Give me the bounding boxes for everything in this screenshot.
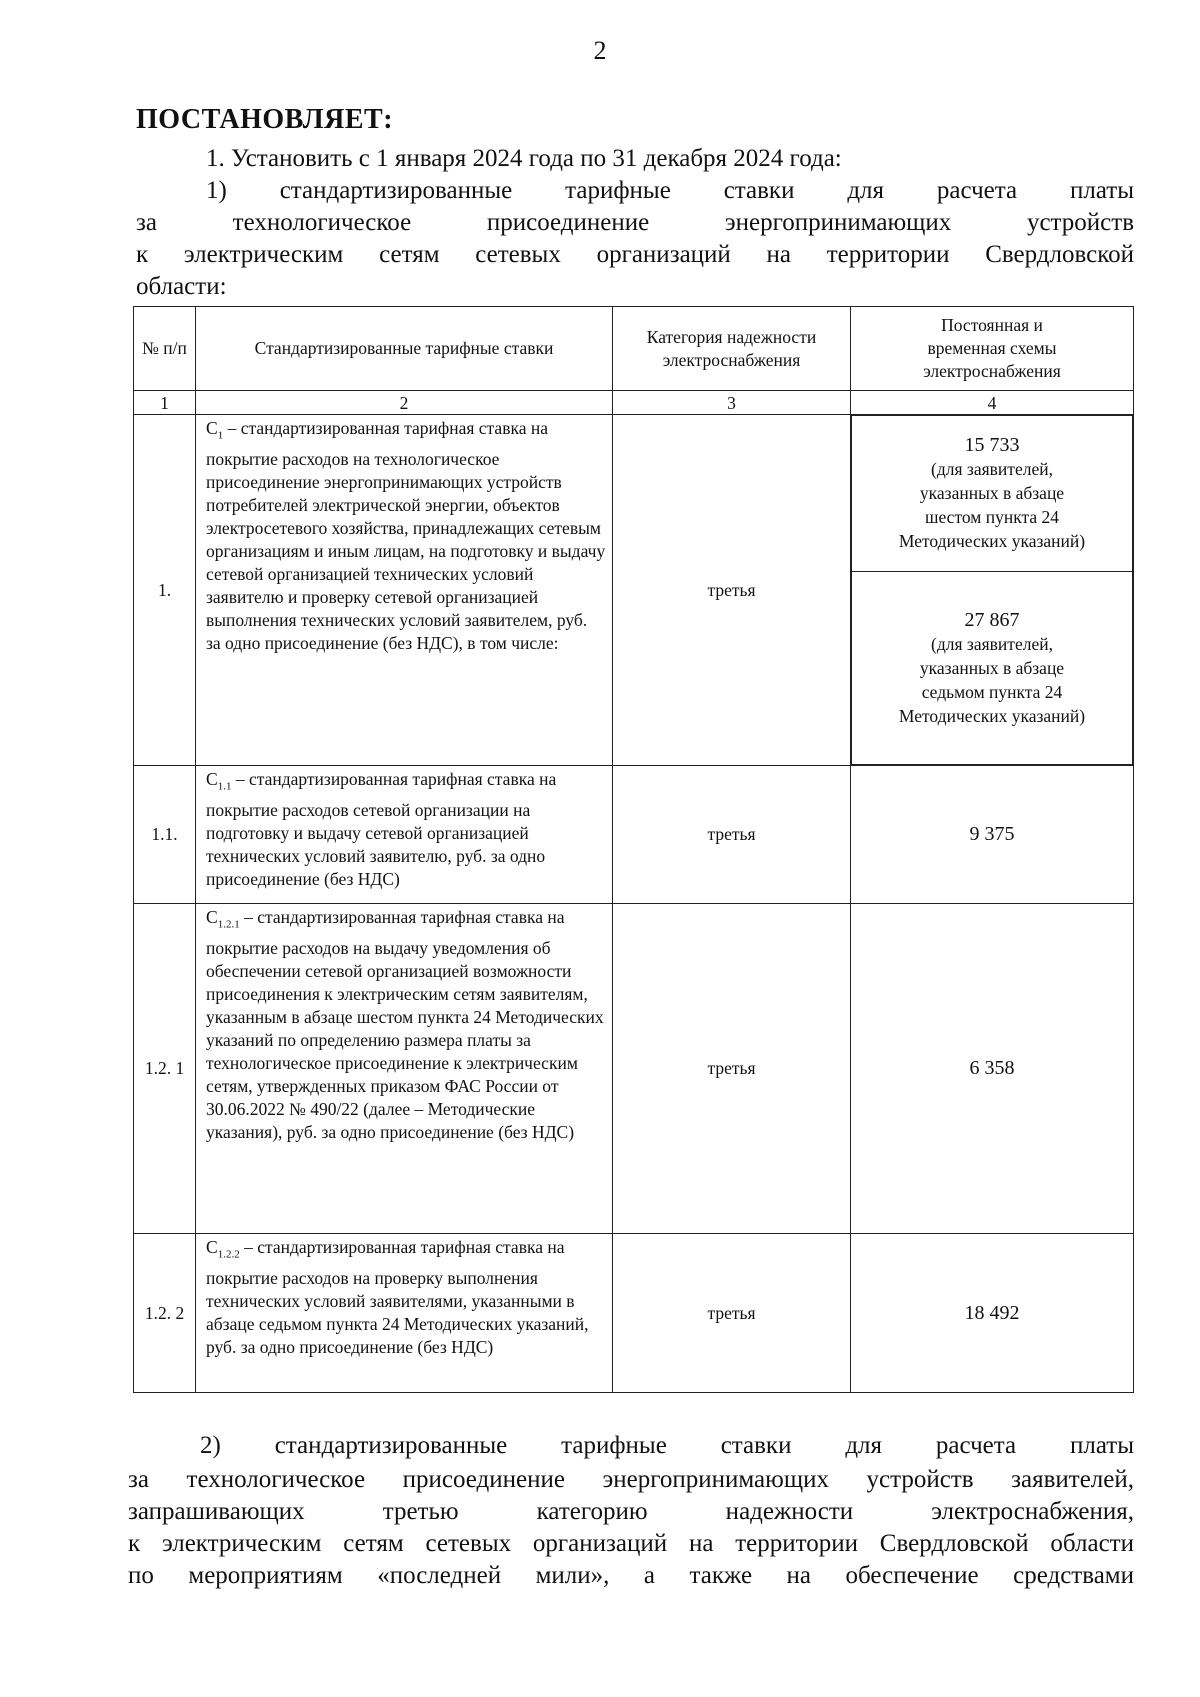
page-number: 2	[593, 36, 607, 65]
table-row	[134, 1234, 1134, 1393]
rate-note: (для заявителей, указанных в абзаце шестом пункта 24 Методических указаний)	[898, 459, 1086, 551]
subitem-1-line-1: 1) стандартизированные тарифные ставки для расчета платы	[206, 177, 1134, 204]
column-number-2: 2	[196, 391, 613, 415]
table-row	[134, 766, 1134, 904]
header-rates: Стандартизированные тарифные ставки	[196, 307, 613, 391]
column-number-3: 3	[613, 391, 851, 415]
subitem-2-line-1: 2) стандартизированные тарифные ставки для расчета платы	[200, 1432, 1134, 1459]
row-category: третья	[613, 415, 851, 766]
rate-description: – стандартизированная тарифная ставка на покрытие расходов сетевой организации на подготовку и выдачу сетевой организацией технических условий заявителю, руб. за одно присоединение (без НДС)	[206, 769, 557, 889]
row-number: 1.2. 1	[134, 904, 196, 1234]
rate-code: С	[206, 907, 218, 927]
subitem-1-line-4: области:	[136, 273, 227, 300]
rate-code: С	[206, 769, 218, 789]
subitem-2-line-4: к электрическим сетям сетевых организаций на территории Свердловской области	[128, 1530, 1134, 1557]
resolution-heading: ПОСТАНОВЛЯЕТ:	[136, 104, 394, 135]
subitem-2-line-2: за технологическое присоединение энергопринимающих устройств заявителей,	[128, 1466, 1134, 1493]
rate-value: 15 733	[964, 434, 1020, 456]
rate-code-index: 1	[217, 429, 224, 442]
value-cell-bottom	[852, 572, 1133, 765]
rate-description: – стандартизированная тарифная ставка на покрытие расходов на технологическое присоединение энергопринимающих устройств потребителей электрической энергии, объектов электросетевого хозяйства, принадлежащих сетевым организациям и иным лицам, на подготовку и выдачу сетевой организацией технических условий заявителю и проверку сетевой организацией выполнения технических условий заявителем, руб. за одно присоединение (без НДС), в том числе:	[206, 418, 606, 653]
subitem-1-line-2: за технологическое присоединение энергопринимающих устройств	[136, 209, 1134, 236]
row-number: 1.1.	[134, 766, 196, 904]
rate-description: – стандартизированная тарифная ставка на покрытие расходов на проверку выполнения технических условий заявителями, указанными в абзаце седьмом пункта 24 Методических указаний, руб. за одно присоединение (без НДС)	[206, 1237, 589, 1357]
subitem-1-body	[136, 207, 1134, 271]
column-number-4: 4	[851, 391, 1134, 415]
value-cell-bottom-content	[852, 572, 1133, 765]
column-numbers-row	[134, 391, 1134, 415]
row-description	[196, 904, 613, 1234]
rate-note: (для заявителей, указанных в абзаце седьмом пункта 24 Методических указаний)	[898, 633, 1086, 726]
header-scheme: Постоянная и временная схемы электроснабжения	[851, 307, 1134, 391]
row-values-split	[851, 415, 1133, 765]
table-header-row	[134, 307, 1134, 391]
row-description	[196, 766, 613, 904]
rate-code-index: 1.2.1	[217, 918, 240, 931]
rate-description: – стандартизированная тарифная ставка на покрытие расходов на выдачу уведомления об обеспечении сетевой организацией возможности присоединения к электрическим сетям заявителям, указанным в абзаце шестом пункта 24 Методических указаний по определению размера платы за технологическое присоединение к электрическим сетям, утвержденных приказом ФАС России от 30.06.2022 № 490/22 (далее – Методические указания), руб. за одно присоединение (без НДС)	[206, 907, 604, 1142]
header-number: № п/п	[134, 307, 196, 391]
rate-code: С	[206, 418, 218, 438]
value-cell-top-content	[852, 416, 1133, 572]
table-row	[134, 415, 1134, 766]
row-description	[196, 1234, 613, 1393]
rate-code-index: 1.2.2	[217, 1248, 240, 1261]
table-row	[134, 904, 1134, 1234]
rate-code-index: 1.1	[217, 780, 232, 793]
value-cell-top	[852, 416, 1133, 572]
row-number: 1.2. 2	[134, 1234, 196, 1393]
row-values	[851, 415, 1134, 766]
header-category: Категория надежности электроснабжения	[613, 307, 851, 391]
rate-code: С	[206, 1237, 218, 1257]
tariff-rates-table	[133, 306, 1134, 1393]
subitem-2-line-3: запрашивающих третью категорию надежности электроснабжения,	[128, 1498, 1134, 1525]
subitem-2-line-5: по мероприятиям «последней мили», а также на обеспечение средствами	[128, 1562, 1134, 1589]
row-description	[196, 415, 613, 766]
item-1-text: 1. Установить с 1 января 2024 года по 31 декабря 2024 года:	[206, 145, 842, 172]
row-category: третья	[613, 904, 851, 1234]
column-number-1: 1	[134, 391, 196, 415]
rate-value: 18 492	[851, 1234, 1134, 1393]
subitem-1-line-3: к электрическим сетям сетевых организаций на территории Свердловской	[136, 241, 1134, 268]
row-number: 1.	[134, 415, 196, 766]
row-category: третья	[613, 766, 851, 904]
rate-value: 6 358	[851, 904, 1134, 1234]
rate-value: 27 867	[964, 608, 1020, 631]
row-category: третья	[613, 1234, 851, 1393]
rate-value: 9 375	[851, 766, 1134, 904]
